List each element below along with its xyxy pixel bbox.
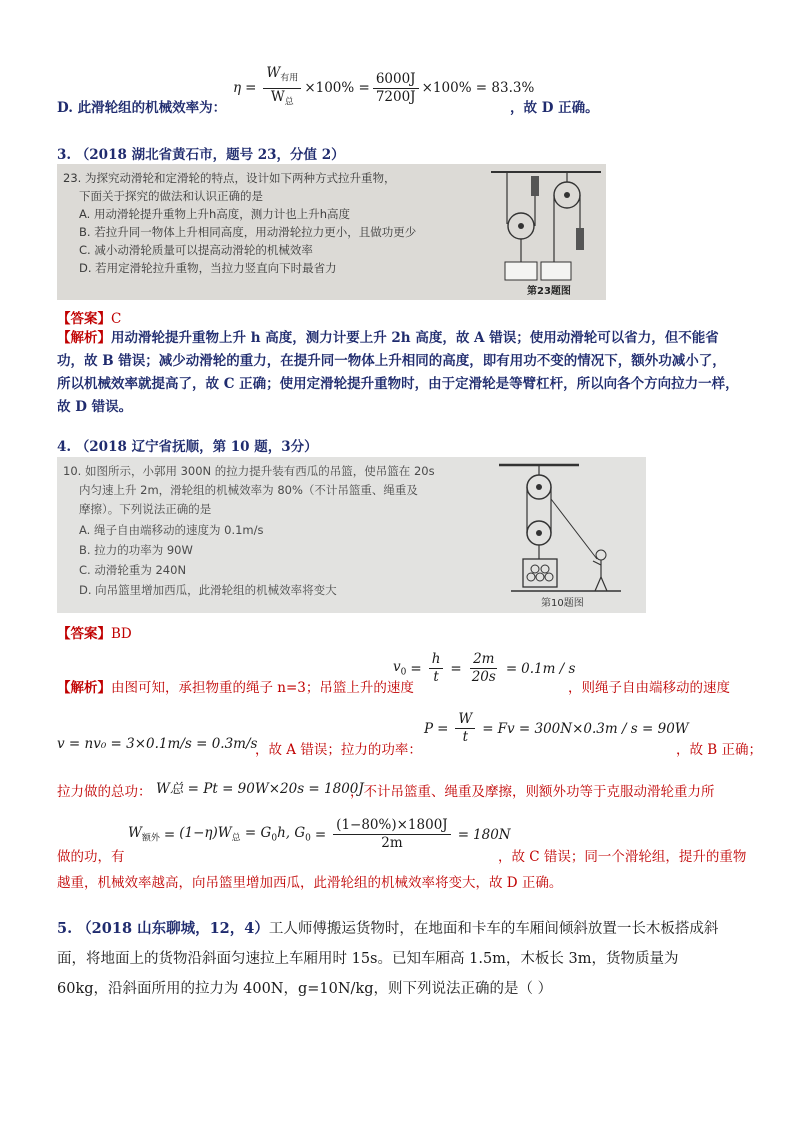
q4-analysis-line1-tail: ，则绳子自由端移动的速度 — [568, 680, 730, 696]
q5-text: 工人师傅搬运货物时，在地面和卡车的车厢间倾斜放置一长木板搭成斜 — [268, 921, 719, 937]
analysis-text: 用动滑轮提升重物上升 h 高度，测力计要上升 2h 高度，故 A 错误；使用动滑轮可以省力，但不能省功，故 B 错误；减少动滑轮的重力，在提升同一物体上升相同的高度，即有用功不变的情况下，额外功减小了，所以机械效率就提高了，故 C 正确；使用定滑轮提升重物时，由于定滑轮是等臂杠杆，所以向各个方向拉力一样，故 D 错误。 — [57, 330, 739, 415]
q4-header: 4. （2018 辽宁省抚顺，第 10 题，3分） — [57, 439, 318, 455]
pulley-figure-10 — [489, 459, 641, 611]
q5-line2: 面，将地面上的货物沿斜面匀速拉上车厢用时 15s。已知车厢高 1.5m，木板长 3m，货物质量为 — [57, 951, 679, 967]
q4-eq-v: v = nv₀ = 3×0.1m/s = 0.3m/s — [57, 736, 258, 752]
q4-photo — [57, 457, 646, 613]
q4-photo-line: 摩擦）。下列说法正确的是 — [79, 502, 212, 516]
q4-photo-line: 10. 如图所示，小郭用 300N 的拉力提升装有西瓜的吊篮，使吊篮在 20s — [63, 464, 435, 478]
q4-analysis-line1 — [57, 676, 414, 696]
q3-photo-line: 下面关于探究的做法和认识正确的是 — [79, 189, 263, 203]
analysis-tag: 【解析】 — [57, 330, 111, 346]
q4-eq-v0: $v_0$ = $\frac{h}{t}$ = $\frac{2m}{20s}$ = 0.1m / s — [393, 651, 576, 685]
q3-photo — [57, 164, 606, 300]
answer-tag: 【答案】 — [57, 626, 111, 642]
q4-eq-extra-work: $W_{额外}$ = $(1-\eta)W_总 = G_0h$, $G_0$ = $\frac{(1-80\%)\times 1800J}{2m}$ = 180N — [128, 817, 511, 851]
q3-photo-line: C. 减小动滑轮质量可以提高动滑轮的机械效率 — [79, 243, 313, 257]
analysis-tag: 【解析】 — [57, 680, 111, 696]
q4-photo-line: C. 动滑轮重为 240N — [79, 563, 187, 577]
q4-eq-power: P = $\frac{W}{t}$ = Fv = 300N×0.3m / s = 90W — [424, 711, 689, 745]
efficiency-result: ×100% = 83.3% — [421, 80, 535, 97]
frac-den: 7200J — [375, 88, 416, 105]
fraction-w — [263, 66, 301, 110]
q3-analysis — [57, 327, 739, 419]
answer-value: BD — [111, 626, 132, 642]
w-useful-sub: 有用 — [280, 73, 299, 84]
q5-line1 — [57, 917, 718, 938]
q5-header: 5. （2018 山东聊城，12，4） — [57, 920, 269, 937]
item-d-tail: ，故 D 正确。 — [510, 100, 599, 116]
w-total: W — [270, 88, 285, 105]
efficiency-formula — [233, 66, 534, 110]
fraction-joules — [373, 72, 419, 105]
q4-analysis-line4: 做的功，有 — [57, 849, 125, 865]
frac-num: 6000J — [373, 72, 419, 89]
q3-photo-line: B. 若拉升同一物体上升相同高度，用动滑轮拉力更小，且做功更少 — [79, 225, 417, 239]
q4-photo-line: A. 绳子自由端移动的速度为 0.1m/s — [79, 523, 264, 537]
q3-answer — [57, 307, 121, 327]
q3-photo-line: 23. 为探究动滑轮和定滑轮的特点，设计如下两种方式拉升重物， — [63, 171, 396, 185]
figure-caption-23: 第23题图 — [527, 286, 571, 297]
q4-analysis-line3-tail: ，不计吊篮重、绳重及摩擦，则额外功等于克服动滑轮重力所 — [350, 784, 715, 800]
q5-line3: 60kg，沿斜面所用的拉力为 400N，g=10N/kg，则下列说法正确的是（ ） — [57, 981, 553, 997]
q3-photo-line: D. 若用定滑轮拉升重物，当拉力竖直向下时最省力 — [79, 261, 337, 275]
pulley-figure-23 — [487, 166, 605, 298]
analysis-text: 由图可知，承担物重的绳子 n=3；吊篮上升的速度 — [111, 680, 414, 696]
q4-photo-line: 内匀速上升 2m，滑轮组的机械效率为 80%（不计吊篮重、绳重及 — [79, 483, 418, 497]
eq-sign: = — [245, 80, 257, 97]
figure-caption-10: 第10题图 — [541, 598, 584, 609]
w-useful: W — [266, 65, 281, 81]
q4-photo-line: B. 拉力的功率为 90W — [79, 543, 193, 557]
eta-symbol: η — [233, 80, 242, 97]
q4-analysis-line3: 拉力做的总功： — [57, 784, 152, 800]
w-total-sub: 总 — [284, 97, 294, 108]
q4-analysis-line5: 越重，机械效率越高，向吊篮里增加西瓜，此滑轮组的机械效率将变大，故 D 正确。 — [57, 875, 563, 891]
q3-photo-line: A. 用动滑轮提升重物上升h高度，测力计也上升h高度 — [79, 207, 351, 221]
answer-tag: 【答案】 — [57, 311, 111, 327]
q4-photo-line: D. 向吊篮里增加西瓜，此滑轮组的机械效率将变大 — [79, 583, 337, 597]
q4-analysis-line4-tail: ，故 C 错误；同一个滑轮组，提升的重物 — [498, 849, 747, 865]
q3-header: 3. （2018 湖北省黄石市，题号 23，分值 2） — [57, 147, 345, 163]
q4-answer — [57, 622, 132, 642]
item-d-label: D. 此滑轮组的机械效率为： — [57, 100, 227, 116]
q4-eq-total-work: W总 = Pt = 90W×20s = 1800J — [156, 781, 364, 797]
answer-value: C — [111, 311, 122, 327]
q4-analysis-line2-mid: ，故 A 错误；拉力的功率： — [255, 742, 422, 758]
q4-analysis-line2-tail: ，故 B 正确； — [676, 742, 763, 758]
times-100: ×100% = — [304, 80, 370, 97]
